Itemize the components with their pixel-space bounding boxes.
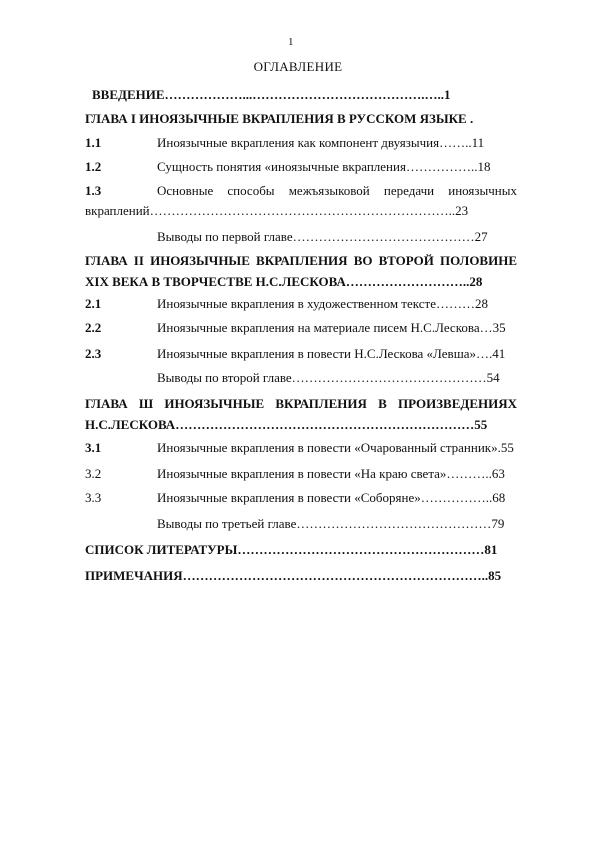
toc-entry-conclusion: Выводы по первой главе……………………………………27 [157, 229, 488, 244]
toc-entry-text: Иноязычные вкрапления в повести «На краю света»………..63 [157, 466, 505, 481]
chapter-3-heading [85, 393, 517, 435]
toc-title: ОГЛАВЛЕНИЕ [253, 59, 343, 74]
toc-entry-text: Иноязычные вкрапления как компонент двуязычия……..11 [157, 135, 485, 150]
toc-entry-number: 3.1 [85, 440, 102, 455]
toc-entry-text: Иноязычные вкрапления в художественном тексте………28 [157, 296, 488, 311]
chapter-2-heading-line2: XIX ВЕКА В ТВОРЧЕСТВЕ Н.С.ЛЕСКОВА………………………..28 [85, 274, 483, 289]
toc-entry-conclusion: Выводы по третьей главе………………………………………79 [157, 516, 505, 531]
chapter-3-heading-line1: ГЛАВА Ш ИНОЯЗЫЧНЫЕ ВКРАПЛЕНИЯ В ПРОИЗВЕДЕНИЯХ [85, 396, 517, 411]
toc-entry-text: Сущность понятия «иноязычные вкрапления……………..18 [157, 159, 491, 174]
toc-entry-number: 1.2 [85, 159, 102, 174]
chapter-3-heading-line2: Н.С.ЛЕСКОВА……………………………………………………………55 [85, 417, 488, 432]
chapter-2-heading [85, 250, 517, 292]
toc-entry-text: Иноязычные вкрапления в повести «Соборяне»……………..68 [157, 490, 506, 505]
chapter-2-heading-line1: ГЛАВА II ИНОЯЗЫЧНЫЕ ВКРАПЛЕНИЯ ВО ВТОРОЙ ПОЛОВИНЕ [85, 253, 517, 268]
toc-entry-conclusion: Выводы по второй главе………………………………………54 [157, 370, 500, 385]
toc-entry-number: 3.2 [85, 466, 102, 481]
page-number: 1 [288, 36, 294, 48]
toc-entry-notes: ПРИМЕЧАНИЯ……………………………………………………………..85 [85, 568, 502, 583]
toc-entry-number: 1.1 [85, 135, 102, 150]
toc-entry-text-line2: вкраплений……………………………………………………………..23 [85, 203, 469, 218]
toc-entry-number: 2.3 [85, 346, 102, 361]
toc-entry-intro: ВВЕДЕНИЕ………………...………………………………….…..1 [92, 87, 451, 102]
toc-entry-number: 2.2 [85, 320, 102, 335]
chapter-1-heading: ГЛАВА I ИНОЯЗЫЧНЫЕ ВКРАПЛЕНИЯ В РУССКОМ ЯЗЫКЕ . [85, 111, 474, 126]
toc-entry-text: Иноязычные вкрапления в повести Н.С.Лескова «Левша»….41 [157, 346, 506, 361]
toc-entry-bibliography: СПИСОК ЛИТЕРАТУРЫ…………………………………………………81 [85, 542, 498, 557]
toc-entry-text-line1: Основные способы межъязыковой передачи иноязычных [157, 183, 517, 198]
toc-entry-number: 3.3 [85, 490, 102, 505]
toc-entry-text: Иноязычные вкрапления на материале писем Н.С.Лескова…35 [157, 320, 506, 335]
toc-entry-text: Иноязычные вкрапления в повести «Очарованный странник».55 [157, 440, 514, 455]
toc-entry-number: 1.3 [85, 183, 102, 198]
toc-entry-number: 2.1 [85, 296, 102, 311]
